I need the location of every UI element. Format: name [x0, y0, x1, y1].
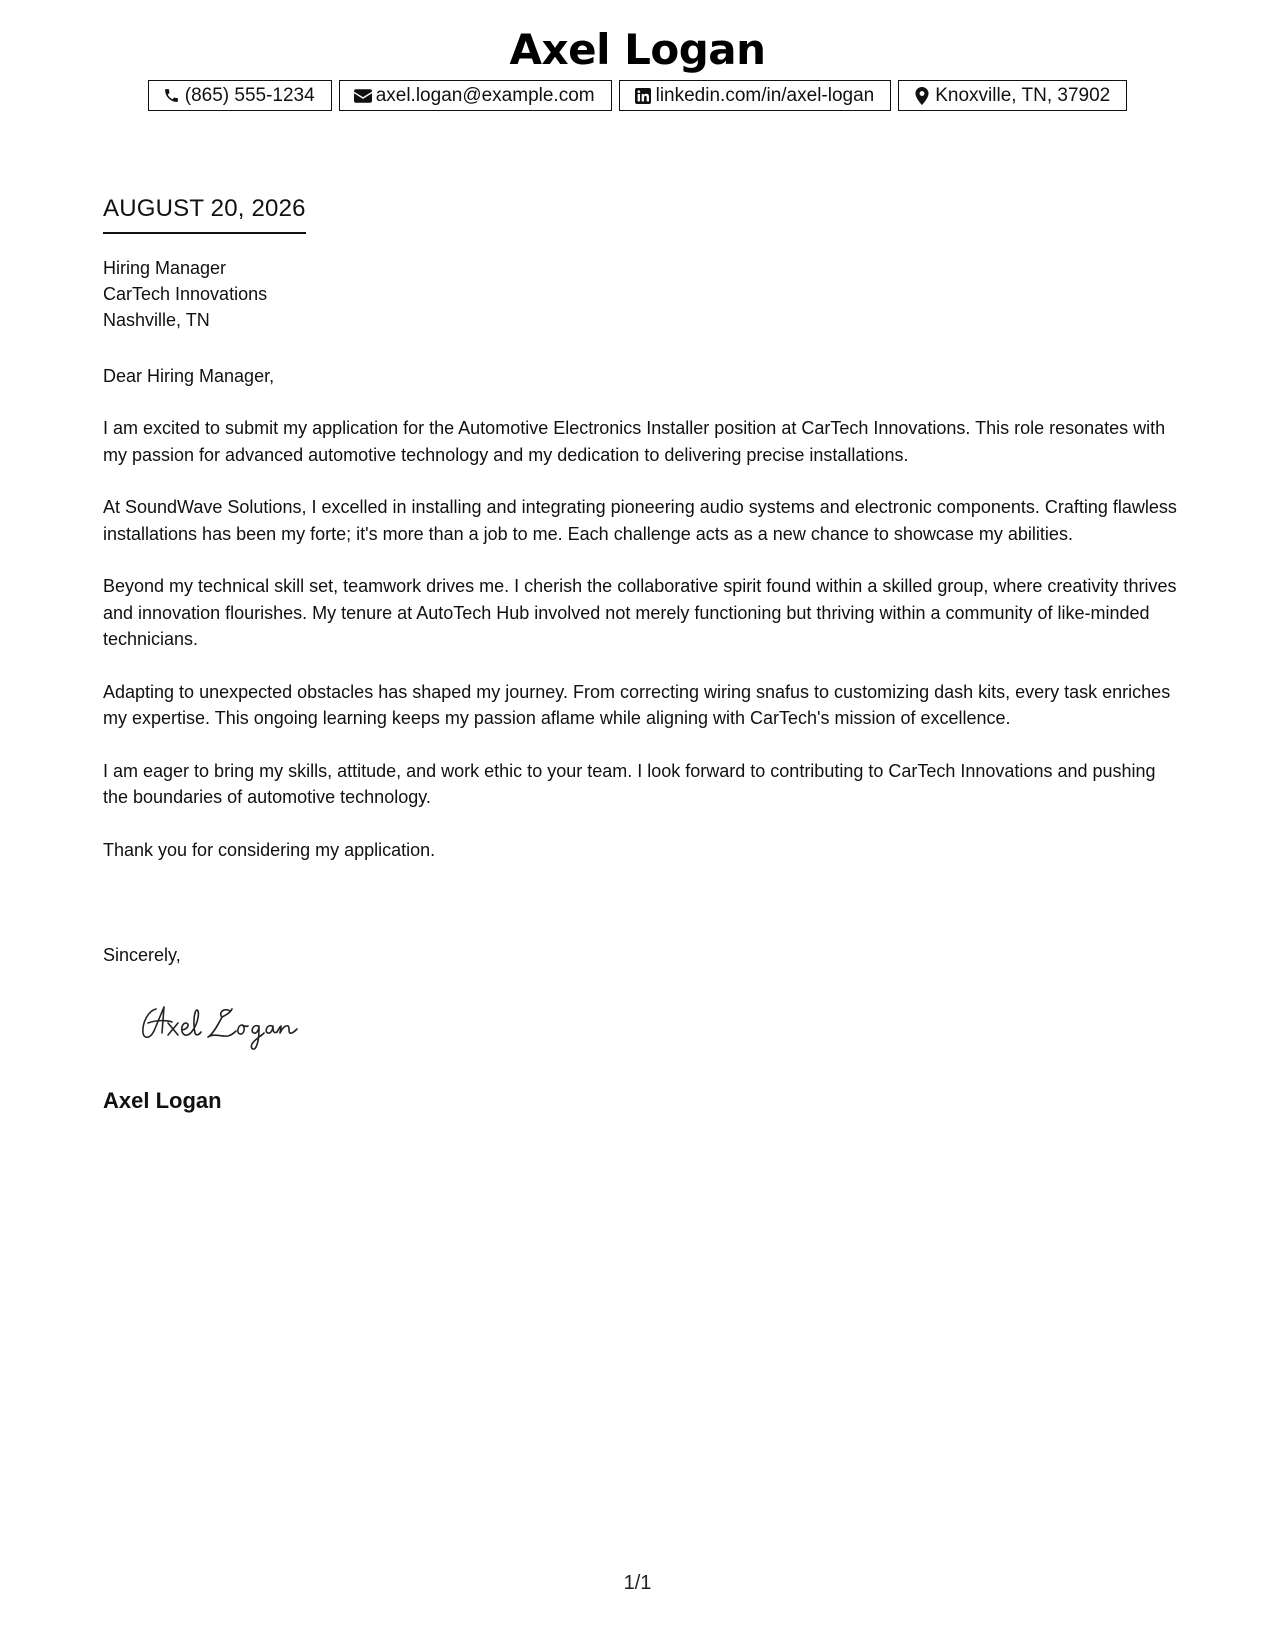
body-paragraph: Thank you for considering my application.: [103, 839, 436, 860]
body-paragraph: Adapting to unexpected obstacles has shaped my journey. From correcting wiring snafus to customizing dash kits, every task enriches my expertise. This ongoing learning keeps my passion aflame while aligning with CarTech's mission of excellence.: [103, 681, 1171, 728]
signer-name: Axel Logan: [103, 1088, 222, 1113]
body-paragraph: I am excited to submit my application for the Automotive Electronics Installer position at CarTech Innovations. This role resonates with my passion for advanced automotive technology and my dedication to delivering precise installations.: [103, 418, 1166, 465]
contact-bar: [0, 80, 1275, 111]
contact-location: [898, 80, 1127, 111]
body-paragraph: Beyond my technical skill set, teamwork drives me. I cherish the collaborative spirit found within a skilled group, where creativity thrives and innovation flourishes. My tenure at AutoTech Hub involved not merely functioning but thriving within a community of like-minded technicians.: [103, 576, 1177, 649]
phone-icon: [163, 87, 181, 105]
contact-email-text: axel.logan@example.com: [375, 84, 595, 106]
map-marker-icon: [913, 87, 931, 105]
recipient-title: Hiring Manager: [103, 258, 227, 278]
contact-phone: [148, 80, 332, 111]
letter-body: [103, 415, 1178, 889]
contact-linkedin-text: linkedin.com/in/axel-logan: [655, 84, 875, 106]
body-paragraph: I am eager to bring my skills, attitude, and work ethic to your team. I look forward to contributing to CarTech Innovations and pushing the boundaries of automotive technology.: [103, 760, 1156, 807]
contact-email: [339, 80, 612, 111]
handwritten-signature: [138, 993, 328, 1053]
applicant-name-heading: Axel Logan: [509, 25, 766, 74]
page-number: 1/1: [623, 1572, 652, 1594]
linkedin-icon: [634, 87, 652, 105]
recipient-block: [103, 255, 267, 333]
salutation: Dear Hiring Manager,: [103, 366, 275, 386]
recipient-company: CarTech Innovations: [103, 284, 268, 304]
closing: Sincerely,: [103, 945, 181, 965]
contact-location-text: Knoxville, TN, 37902: [935, 84, 1111, 106]
contact-phone-text: (865) 555-1234: [184, 84, 315, 106]
body-paragraph: At SoundWave Solutions, I excelled in installing and integrating pioneering audio systems and electronic components. Crafting flawless installations has been my forte; it's more than a job to me. Each challenge acts as a new chance to showcase my abilities.: [103, 497, 1177, 544]
recipient-location: Nashville, TN: [103, 310, 210, 330]
envelope-icon: [354, 87, 372, 105]
contact-linkedin: [619, 80, 892, 111]
letter-date: AUGUST 20, 2026: [103, 194, 306, 234]
